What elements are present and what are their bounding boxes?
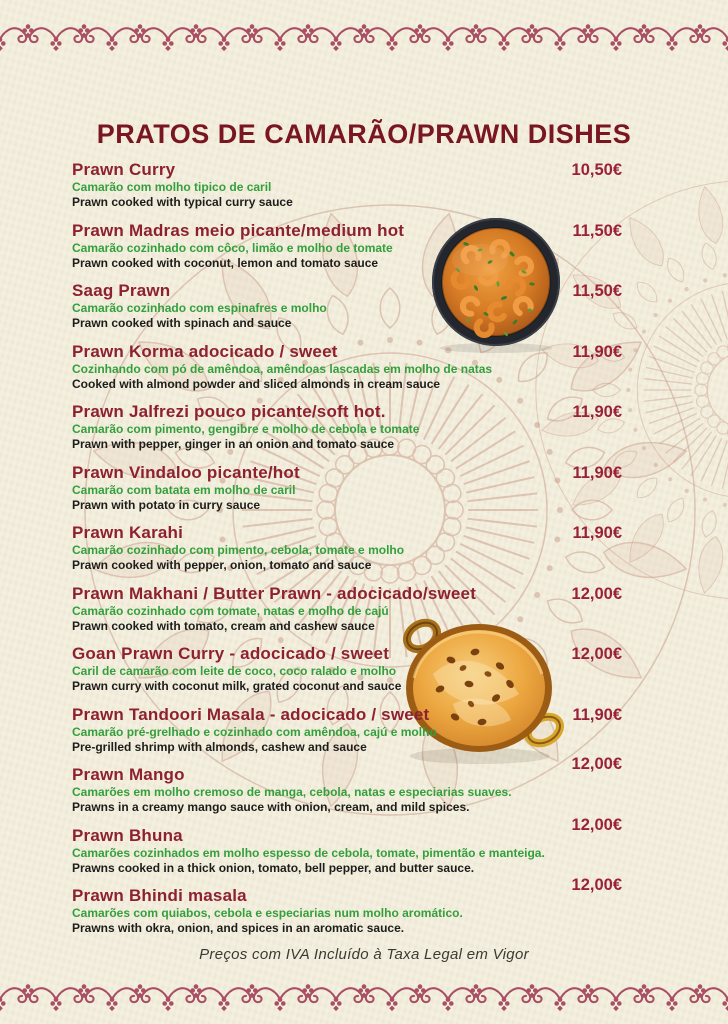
- footer-note: Preços com IVA Incluído à Taxa Legal em Vigor: [199, 946, 529, 963]
- menu-item-row: [72, 645, 622, 664]
- menu-item-description-en: Prawns cooked in a thick onion, tomato, bell pepper, and butter sauce.: [72, 860, 475, 875]
- menu-item-row: [72, 585, 622, 604]
- menu-item: [72, 403, 622, 452]
- ornamental-border-top-icon: [0, 22, 728, 52]
- menu-item: [72, 815, 622, 876]
- menu-item: [72, 706, 622, 755]
- menu-item: [72, 222, 622, 271]
- menu-item-name: Goan Prawn Curry - adocicado / sweet: [72, 644, 390, 663]
- menu-item-description-pt: Camarão cozinhado com espinafres e molho: [72, 301, 327, 315]
- menu-item-description-en: Prawn with pepper, ginger in an onion and tomato sauce: [72, 437, 395, 451]
- menu-item-name: Prawn Makhani / Butter Prawn - adocicado/sweet: [72, 583, 477, 603]
- menu-item-description-pt: Camarões com quiabos, cebola e especiarias num molho aromático.: [72, 906, 463, 920]
- menu-item-price: 11,90€: [572, 403, 622, 421]
- menu-item-row: [72, 222, 622, 241]
- menu-item-name: Prawn Bhuna: [72, 825, 183, 845]
- menu-item-description-pt: Cozinhando com pó de amêndoa, amêndoas lascadas em molho de natas: [72, 361, 493, 376]
- menu-item-description-pt: Camarões cozinhados em molho espesso de cebola, tomate, pimentão e manteiga.: [72, 845, 545, 860]
- menu-item-row: [72, 524, 622, 543]
- menu-item-name: Prawn Vindaloo picante/hot: [72, 462, 300, 482]
- menu-item-description-en: Pre-grilled shrimp with almonds, cashew and sauce: [72, 739, 367, 754]
- menu-item-description-pt: Camarões em molho cremoso de manga, cebola, natas e especiarias suaves.: [72, 785, 512, 799]
- menu-item-price: 12,00€: [571, 876, 622, 894]
- menu-item-description-en: Prawns with okra, onion, and spices in an aromatic sauce.: [72, 921, 405, 935]
- menu-item-name: Saag Prawn: [72, 281, 171, 300]
- menu-item: [72, 585, 622, 634]
- menu-item: [72, 876, 622, 936]
- menu-item-name: Prawn Curry: [72, 160, 176, 179]
- menu-item-row: [72, 282, 622, 301]
- menu-item-description-pt: Camarão com pimento, gengibre e molho de cebola e tomate: [72, 422, 420, 436]
- menu-item-name: Prawn Tandoori Masala - adocicado / sweet: [72, 704, 430, 724]
- menu-item-price: 11,50€: [572, 282, 622, 300]
- menu-item-row: [72, 161, 622, 180]
- menu-item-price: 11,90€: [572, 463, 622, 482]
- menu-item-description-pt: Camarão com molho tipico de caril: [72, 180, 272, 194]
- menu-item-description-en: Prawn cooked with tomato, cream and cashew sauce: [72, 618, 375, 633]
- menu-item-description-en: Prawn curry with coconut milk, grated coconut and sauce: [72, 679, 402, 693]
- menu-item-price: 10,50€: [571, 161, 622, 179]
- menu-item: [72, 645, 622, 694]
- menu-item-price: 12,00€: [571, 815, 622, 834]
- menu-item-row: [72, 755, 622, 785]
- menu-item-price: 11,50€: [572, 221, 622, 240]
- menu-item-row: [72, 403, 622, 422]
- menu-item: [72, 464, 622, 513]
- menu-item-price: 12,00€: [571, 584, 622, 603]
- menu-item-description-en: Prawn with potato in curry sauce: [72, 497, 261, 512]
- menu-item-description-en: Prawn cooked with pepper, onion, tomato and sauce: [72, 558, 372, 572]
- menu-item-name: Prawn Mango: [72, 765, 185, 784]
- menu-item-description-pt: Camarão pré-grelhado e cozinhado com amêndoa, cajú e molho: [72, 724, 437, 739]
- menu-item-row: [72, 343, 622, 362]
- menu-item-description-en: Prawn cooked with typical curry sauce: [72, 195, 293, 209]
- menu-item-name: Prawn Korma adocicado / sweet: [72, 341, 338, 361]
- menu-item-price: 12,00€: [571, 755, 622, 773]
- menu-item-price: 11,90€: [572, 705, 622, 724]
- menu-item-name: Prawn Bhindi masala: [72, 886, 247, 905]
- menu-item: [72, 161, 622, 210]
- menu-item-description-en: Prawns in a creamy mango sauce with onion, cream, and mild spices.: [72, 800, 470, 814]
- menu-item-name: Prawn Jalfrezi pouco picante/soft hot.: [72, 402, 386, 421]
- menu-item-row: [72, 876, 622, 906]
- menu-item: [72, 524, 622, 573]
- page-title: PRATOS DE CAMARÃO/PRAWN DISHES: [96, 119, 632, 150]
- menu-item-price: 12,00€: [571, 645, 622, 663]
- menu-item-description-pt: Camarão cozinhado com tomate, natas e molho de cajú: [72, 603, 389, 618]
- menu-item-price: 11,90€: [572, 342, 622, 361]
- menu-item: [72, 343, 622, 392]
- menu-item-row: [72, 706, 622, 725]
- menu-item-description-pt: Camarão cozinhado com pimento, cebola, tomate e molho: [72, 543, 405, 557]
- menu-item-description-pt: Camarão cozinhado com côco, limão e molho de tomate: [72, 240, 393, 255]
- menu-item-description-pt: Camarão com batata em molho de caril: [72, 482, 296, 497]
- menu-item: [72, 282, 622, 331]
- ornamental-border-bottom-icon: [0, 982, 728, 1012]
- menu-item-price: 11,90€: [572, 524, 622, 542]
- menu-list: [72, 161, 622, 948]
- menu-item-description-en: Prawn cooked with spinach and sauce: [72, 316, 292, 330]
- menu-item-description-en: Cooked with almond powder and sliced almonds in cream sauce: [72, 376, 441, 391]
- menu-item-row: [72, 464, 622, 483]
- menu-item-row: [72, 815, 622, 846]
- menu-item: [72, 755, 622, 815]
- menu-item-name: Prawn Madras meio picante/medium hot: [72, 220, 405, 240]
- menu-item-name: Prawn Karahi: [72, 523, 184, 542]
- menu-item-description-pt: Caril de camarão com leite de coco, coco ralado e molho: [72, 664, 397, 678]
- menu-item-description-en: Prawn cooked with coconut, lemon and tomato sauce: [72, 255, 379, 270]
